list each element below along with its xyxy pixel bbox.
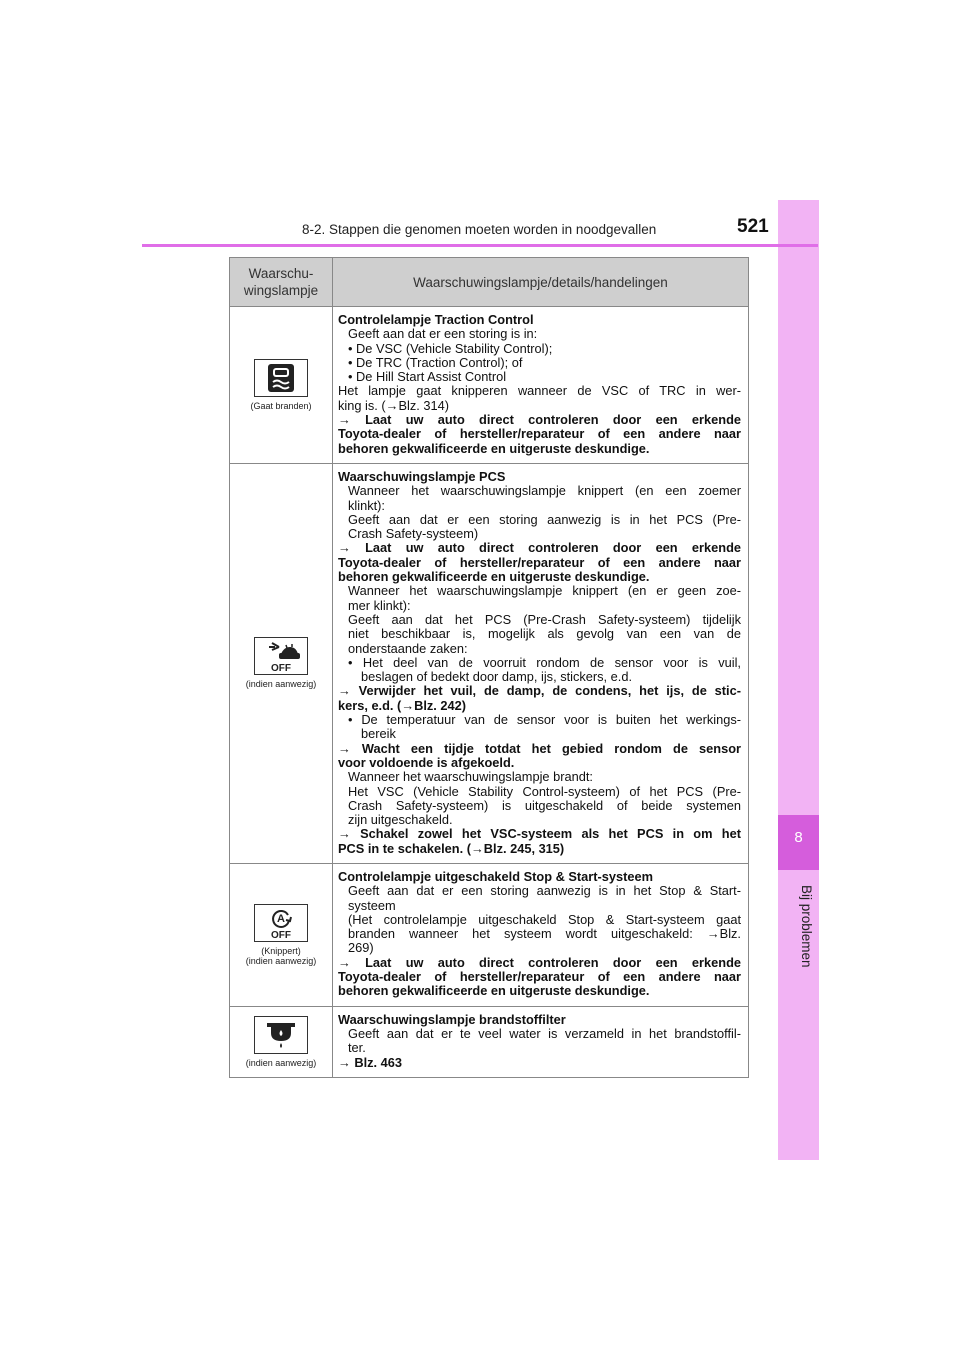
fuel-filter-icon [254,1016,308,1054]
detail-line: niet beschikbaar is, mogelijk als gevolg van een van de [348,626,741,642]
icon-cell [230,307,333,464]
detail-line: (Het controlelampje uitgeschakeld Stop & Start-systeem gaat [348,911,741,927]
warning-title: Waarschuwingslampje PCS [338,468,506,484]
section-title: 8-2. Stappen die genomen moeten worden in noodgevallen [302,222,657,237]
arrow-icon: → [706,926,720,942]
detail-line: • De TRC (Traction Control); of [348,354,523,370]
action-line [338,827,741,841]
detail-line: Crash Safety-systeem) is uitgeschakeld of beide systemen [348,797,741,813]
icon-caption: (indien aanwezig) [245,679,317,690]
traction-control-icon [254,359,308,397]
table-row [230,307,749,464]
page-reference: Blz. 463 [354,1054,403,1070]
arrow-icon: → [401,697,415,713]
arrow-icon: → [385,397,399,413]
action-text: behoren gekwalificeerde en uitgeruste deskundige. [338,440,650,456]
icon-cell [230,863,333,1006]
action-text: Laat uw auto direct controleren door een erkende [365,412,741,428]
side-tab-number: 8 [794,829,803,846]
detail-line: • De VSC (Vehicle Stability Control); [348,340,553,356]
action-line [338,742,741,756]
detail-line: Geeft aan dat het PCS (Pre-Crash Safety-systeem) tijdelijk [348,611,741,627]
action-line [338,541,741,555]
page-number: 521 [737,216,769,237]
action-text: Schakel zowel het VSC-systeem als het PCS in om het [360,826,741,842]
action-text: behoren gekwalificeerde en uitgeruste deskundige. [338,983,650,999]
warning-title: Controlelampje uitgeschakeld Stop & Start-systeem [338,868,654,884]
detail-line: Crash Safety-systeem) [348,526,479,542]
page-reference: Blz. 314) [398,397,449,413]
detail-line: zijn uitgeschakeld. [348,812,453,828]
pcs-off-icon [254,637,308,675]
svg-text:OFF: OFF [271,929,291,941]
table-header-row [230,258,749,307]
action-text: Toyota-dealer of hersteller/reparateur of een andere naar [338,554,741,570]
detail-line: 269) [348,940,374,956]
action-line [338,413,741,427]
icon-cell [230,463,333,863]
action-line [338,684,741,698]
arrow-icon: → [338,954,366,970]
detail-line: Het VSC (Vehicle Stability Control-systeem) of het PCS (Pre- [348,783,741,799]
detail-line: systeem [348,897,396,913]
detail-line: Het lampje gaat knipperen wanneer de VSC of TRC in wer- [338,383,741,399]
page-reference: Blz. 245, 315) [483,840,565,856]
action-text: PCS in te schakelen. ( [338,840,471,856]
details-cell [333,863,749,1006]
side-tab [778,200,819,1160]
column-header-icon-line: Waarschu- [248,266,314,281]
column-header-icon-line: wingslampje [243,283,319,298]
header-divider [142,244,818,247]
detail-text: branden wanneer het systeem wordt uitgeschakeld: [348,926,693,942]
action-text: voor voldoende is afgekoeld. [338,754,515,770]
detail-line: Geeft aan dat er een storing aanwezig is in het PCS (Pre- [348,511,741,527]
detail-line: Geeft aan dat er een storing aanwezig is in het Stop & Start- [348,883,741,899]
detail-line: onderstaande zaken: [348,640,468,656]
icon-caption: (Knippert) [261,945,301,956]
warning-title: Controlelampje Traction Control [338,312,534,327]
action-text: Verwijder het vuil, de damp, de condens, het ijs, de stic- [358,683,741,699]
detail-line [338,927,741,941]
action-text: Toyota-dealer of hersteller/reparateur of een andere naar [338,426,741,442]
detail-line: klinkt): [348,497,385,513]
action-text: Wacht een tijdje totdat het gebied rondom de sensor [361,740,741,756]
action-line [338,1056,741,1070]
action-line [338,556,741,570]
action-line [338,956,741,970]
action-line [338,427,741,441]
arrow-icon: → [338,826,361,842]
column-header-details: Waarschuwingslampje/details/handelingen [333,258,749,307]
action-text: behoren gekwalificeerde en uitgeruste deskundige. [338,569,650,585]
table-row [230,863,749,1006]
column-header-icon-text [244,266,318,298]
detail-text: king is. ( [338,397,386,413]
detail-line [338,399,741,413]
action-line [338,442,741,456]
detail-line: • Het deel van de voorruit rondom de sensor voor is vuil, [348,654,741,670]
column-header-icon [230,258,333,307]
icon-caption: (indien aanwezig) [245,955,317,966]
icon-cell [230,1006,333,1077]
details-cell [333,307,749,464]
table-row [230,463,749,863]
stop-start-off-icon [254,904,308,942]
action-line [338,970,741,984]
arrow-icon: → [338,1054,355,1070]
action-line [338,984,741,998]
page-reference: Blz. 242) [414,697,467,713]
detail-line: bereik [361,726,396,742]
detail-line: ter. [348,1040,366,1056]
detail-line: beslagen of bedekt door damp, ijs, stickers, e.d. [361,669,633,685]
svg-text:OFF: OFF [271,663,291,675]
action-line [338,699,741,713]
detail-line: • De temperatuur van de sensor voor is buiten het werkings- [348,712,741,728]
detail-line: Geeft aan dat er een storing is in: [348,326,538,342]
detail-line: Wanneer het waarschuwingslampje knippert (en een zoemer [348,483,741,499]
detail-line: Wanneer het waarschuwingslampje knippert (en er geen zoe- [348,583,741,599]
page-reference: Blz. [719,926,741,942]
action-text: Laat uw auto direct controleren door een erkende [365,954,741,970]
icon-caption: (indien aanwezig) [245,1057,317,1068]
arrow-icon: → [338,540,366,556]
svg-text:A: A [277,912,285,925]
detail-line: • De Hill Start Assist Control [348,369,507,385]
detail-line: mer klinkt): [348,597,411,613]
details-cell [333,1006,749,1077]
arrow-icon: → [338,740,362,756]
warning-lights-table [229,257,749,1078]
action-line [338,842,741,856]
detail-line: Geeft aan dat er te veel water is verzameld in het brandstoffil- [348,1025,741,1041]
action-text: Toyota-dealer of hersteller/reparateur of een andere naar [338,969,741,985]
detail-line: Wanneer het waarschuwingslampje brandt: [348,769,593,785]
warning-title: Waarschuwingslampje brandstoffilter [338,1011,566,1027]
side-tab-label: Bij problemen [799,885,814,968]
arrow-icon: → [338,683,359,699]
details-cell [333,463,749,863]
table-row [230,1006,749,1077]
action-text: Laat uw auto direct controleren door een erkende [365,540,741,556]
action-line [338,756,741,770]
arrow-icon: → [338,412,366,428]
action-text: kers, e.d. ( [338,697,402,713]
action-line [338,570,741,584]
icon-caption: (Gaat branden) [250,400,312,411]
arrow-icon: → [471,840,484,856]
